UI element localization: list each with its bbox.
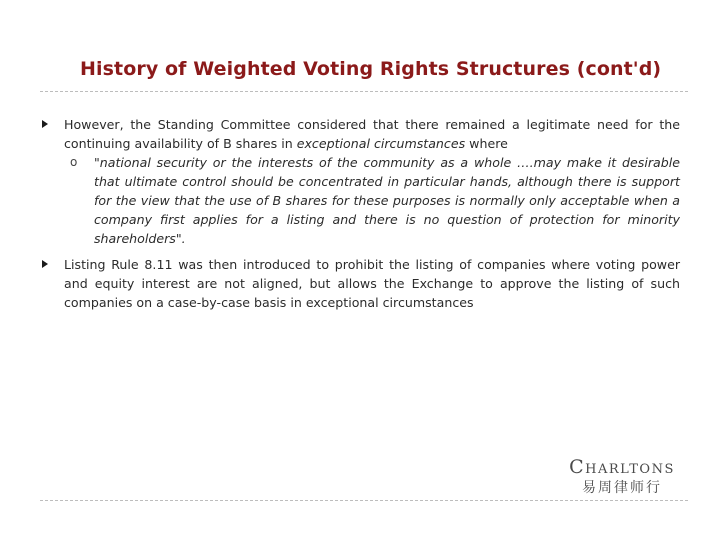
bullet-text: Listing Rule 8.11 was then introduced to prohibit the listing of companies where voting power and equity interest are not aligned, but allows the Exchange to approve the listing of such companies on a case-by-case basis in exceptional circumstances — [64, 257, 680, 310]
bullet-text-end: where — [465, 136, 508, 151]
triangle-bullet-icon — [42, 260, 48, 268]
triangle-bullet-icon — [42, 120, 48, 128]
title-divider — [40, 91, 688, 92]
bullet-item — [40, 255, 680, 312]
quote-text: "national security or the interests of the community as a whole ….may make it desirable that ultimate control should be concentrated in particular hands, although there is support for the view that the use of B shares for these purposes is normally only acceptable when a company first applies for a listing and there is no question of protection for minority shareholders". — [94, 155, 680, 246]
logo-name-en: Charltons — [569, 456, 675, 478]
circle-bullet-icon: o — [70, 155, 78, 169]
charltons-logo — [562, 456, 682, 497]
bullet-emphasis: exceptional circumstances — [296, 136, 466, 151]
footer-divider — [40, 500, 688, 501]
slide-body — [40, 115, 680, 312]
bullet-text: However, the Standing Committee considered that there remained a legitimate need for the continuing availability of B shares in — [64, 117, 680, 151]
slide-title: History of Weighted Voting Rights Structures (cont'd) — [80, 58, 662, 80]
logo-name-zh: 易周律师行 — [582, 480, 662, 496]
bullet-item — [40, 115, 680, 248]
sub-bullet-item — [68, 153, 680, 248]
